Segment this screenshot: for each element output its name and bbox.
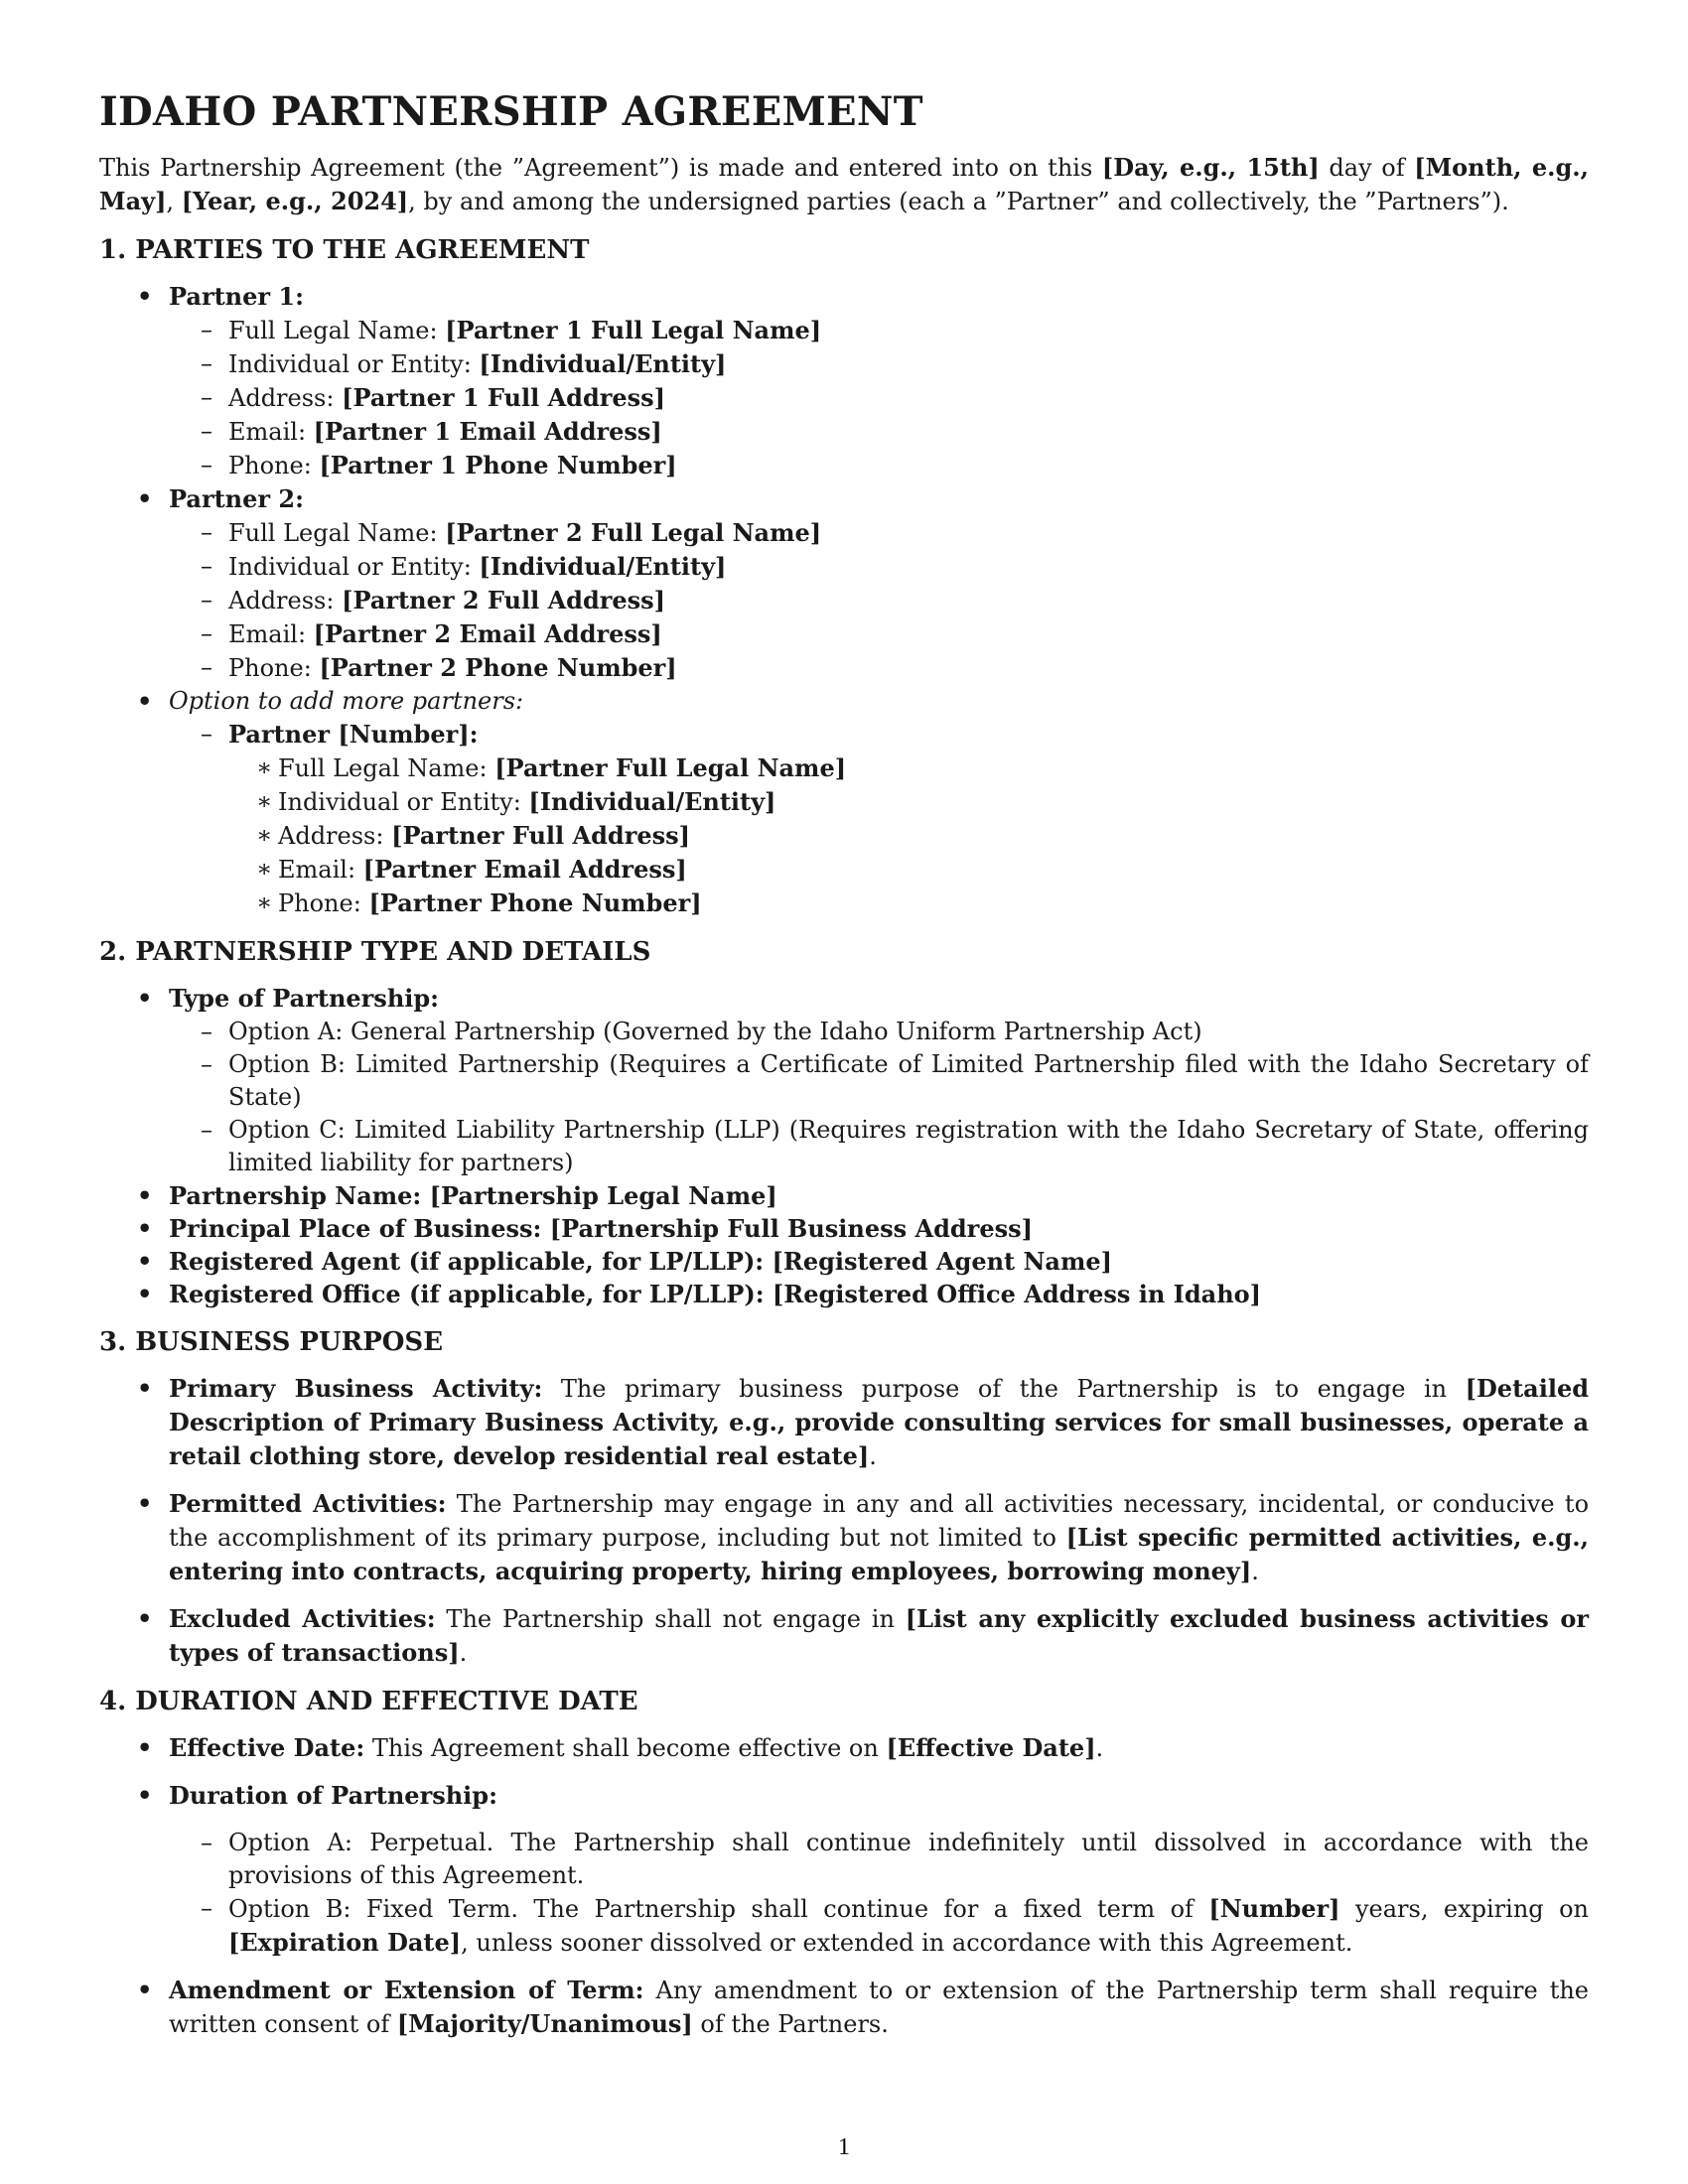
excluded-activities-item [131, 1602, 1589, 1670]
amendment-item [131, 1974, 1589, 2041]
field-value: [Partnership Legal Name] [429, 1181, 777, 1210]
field-label: Individual or Entity: [228, 553, 480, 581]
field-item [169, 449, 1589, 482]
field-item [169, 314, 1589, 347]
item-label: Excluded Activities: [169, 1604, 436, 1633]
field-value: [Partner 2 Phone Number] [319, 653, 677, 682]
field-item [169, 584, 1589, 617]
field-item [169, 381, 1589, 415]
intro-text: day of [1319, 154, 1415, 182]
partner-2-label: Partner 2: [169, 484, 304, 513]
option-item: – Option C: Limited Liability Partnership (LLP) (Requires registration with the Idaho Secretary of State, offering limited liability for partners) [169, 1114, 1589, 1179]
day-placeholder: [Day, e.g., 15th] [1101, 153, 1320, 182]
field-label: Full Legal Name: [278, 754, 495, 782]
section-1-title: 1. PARTIES TO THE AGREEMENT [99, 235, 590, 265]
expiration-date-placeholder: [Expiration Date] [228, 1928, 462, 1957]
business-purpose-list [131, 1372, 1589, 1670]
item-placeholder: [Detailed Description of Primary Business Activity, e.g., provide consulting services for small businesses, operate a retail clothing store, develop residential real estate] [169, 1374, 1589, 1470]
field-value: [Partner 1 Email Address] [313, 417, 662, 446]
field-value: [Partner 2 Email Address] [313, 619, 662, 648]
item-text: The primary business purpose of the Partnership is to engage in [542, 1375, 1466, 1403]
additional-partner-item [169, 718, 1589, 920]
partner-2-fields [169, 516, 1589, 685]
field-value: [Partner 1 Full Legal Name] [445, 316, 822, 344]
field-item [169, 516, 1589, 550]
field-value: [Partner 2 Full Legal Name] [445, 518, 822, 547]
field-value: [Individual/Entity] [479, 552, 727, 581]
duration-list [131, 1731, 1589, 2041]
field-value: [Individual/Entity] [479, 349, 727, 378]
document-title: IDAHO PARTNERSHIP AGREEMENT [99, 88, 923, 135]
item-text: . [869, 1442, 877, 1470]
field-label: Address: [228, 587, 343, 614]
field-value: [Partner 1 Phone Number] [319, 451, 677, 479]
type-item [131, 982, 1589, 1179]
field-label: Registered Office (if applicable, for LP/LLP): [169, 1280, 773, 1308]
registered-office-item [131, 1278, 1589, 1310]
page-number: 1 [838, 2134, 850, 2160]
item-label: Permitted Activities: [169, 1489, 447, 1518]
additional-partner-label: Partner [Number]: [228, 720, 479, 749]
intro-text: This Partnership Agreement (the ”Agreement”) is made and entered into on this [99, 154, 1102, 182]
item-text: , unless sooner dissolved or extended in accordance with this Agreement. [461, 1929, 1353, 1957]
intro-text: , by and among the undersigned parties (each a ”Partner” and collectively, the ”Partners”). [408, 188, 1509, 215]
field-label: Phone: [278, 889, 369, 917]
option-b-item [169, 1892, 1589, 1960]
option-item: – Option A: General Partnership (Governed by the Idaho Uniform Partnership Act) [169, 1016, 1589, 1048]
field-value: [Registered Office Address in Idaho] [772, 1280, 1262, 1308]
field-label: Principal Place of Business: [169, 1214, 550, 1243]
item-placeholder: [List any explicitly excluded business activities or types of transactions] [169, 1604, 1590, 1667]
item-text: . [1251, 1558, 1259, 1585]
item-text: Any amendment to or extension of the Partnership term shall require the written consent of [169, 1977, 1589, 2038]
partner-2-item [131, 482, 1589, 685]
item-label: Primary Business Activity: [169, 1374, 543, 1403]
number-placeholder: [Number] [1208, 1894, 1340, 1923]
field-value: [Partner Full Legal Name] [494, 753, 847, 782]
field-item [169, 550, 1589, 584]
type-label: Type of Partnership: [169, 984, 440, 1013]
partnership-details-list [131, 982, 1589, 1310]
field-label: Address: [228, 384, 343, 412]
item-text: . [459, 1639, 468, 1667]
type-options [169, 1016, 1589, 1179]
item-text: . [1095, 1734, 1104, 1762]
field-item [169, 819, 1589, 853]
effective-date-item [131, 1731, 1589, 1765]
year-placeholder: [Year, e.g., 2024] [181, 187, 409, 215]
intro-text: , [166, 188, 182, 215]
item-label: Amendment or Extension of Term: [169, 1976, 644, 2004]
option-item: – Option B: Limited Partnership (Requires a Certificate of Limited Partnership filed with the Idaho Secretary of State) [169, 1048, 1589, 1114]
field-item [169, 347, 1589, 381]
option-a-item: – Option A: Perpetual. The Partnership shall continue indefinitely until dissolved in accordance with the provisions of this Agreement. [169, 1827, 1589, 1892]
field-item [169, 853, 1589, 887]
field-item [169, 415, 1589, 449]
item-label: Effective Date: [169, 1733, 365, 1762]
more-partners-item [131, 685, 1589, 920]
field-label: Registered Agent (if applicable, for LP/LLP): [169, 1247, 773, 1276]
parties-list [131, 280, 1589, 920]
item-placeholder: [Effective Date] [886, 1733, 1096, 1762]
month-placeholder: [Month, e.g., May] [99, 153, 1589, 215]
duration-item [131, 1779, 1589, 1960]
field-label: Address: [278, 822, 392, 850]
principal-place-item [131, 1212, 1589, 1245]
item-placeholder: [Majority/Unanimous] [396, 2009, 693, 2038]
duration-label: Duration of Partnership: [169, 1781, 497, 1810]
field-item [169, 785, 1589, 819]
section-2-title: 2. PARTNERSHIP TYPE AND DETAILS [99, 937, 651, 967]
partner-1-label: Partner 1: [169, 282, 304, 311]
section-4-title: 4. DURATION AND EFFECTIVE DATE [99, 1687, 638, 1716]
field-item [169, 751, 1589, 785]
field-value: [Partner Email Address] [362, 855, 687, 884]
item-placeholder: [List specific permitted activities, e.g., entering into contracts, acquiring property, hiring employees, borrowing money] [169, 1523, 1589, 1585]
field-value: [Partner 2 Full Address] [342, 586, 666, 614]
field-label: Partnership Name: [169, 1181, 430, 1210]
field-item [169, 887, 1589, 920]
field-label: Email: [228, 620, 314, 648]
field-label: Email: [228, 418, 314, 446]
field-value: [Registered Agent Name] [772, 1247, 1112, 1276]
field-value: [Partnership Full Business Address] [549, 1214, 1033, 1243]
section-3-title: 3. BUSINESS PURPOSE [99, 1327, 444, 1357]
field-label: Email: [278, 856, 363, 884]
item-text: The Partnership shall not engage in [435, 1605, 906, 1633]
partnership-name-item [131, 1179, 1589, 1212]
duration-options [169, 1827, 1589, 1960]
registered-agent-item [131, 1245, 1589, 1278]
additional-partner-fields [169, 751, 1589, 920]
item-text: of the Partners. [692, 2010, 889, 2038]
field-label: Full Legal Name: [228, 317, 446, 344]
field-label: Phone: [228, 654, 320, 682]
field-value: [Individual/Entity] [528, 787, 776, 816]
additional-partner-list [169, 718, 1589, 920]
item-text: years, expiring on [1339, 1895, 1589, 1923]
field-label: Phone: [228, 452, 320, 479]
partner-1-fields [169, 314, 1589, 482]
primary-activity-item [131, 1372, 1589, 1473]
field-label: Full Legal Name: [228, 519, 446, 547]
field-value: [Partner 1 Full Address] [342, 383, 666, 412]
permitted-activities-item [131, 1487, 1589, 1588]
item-text: The Partnership may engage in any and all activities necessary, incidental, or conducive to the accomplishment of its primary purpose, including but not limited to [169, 1490, 1590, 1552]
field-value: [Partner Phone Number] [368, 888, 702, 917]
intro-paragraph [99, 151, 1589, 218]
more-partners-label: Option to add more partners: [169, 687, 524, 715]
field-item [169, 651, 1589, 685]
field-label: Individual or Entity: [228, 350, 480, 378]
field-value: [Partner Full Address] [391, 821, 690, 850]
partner-1-item [131, 280, 1589, 482]
item-text: This Agreement shall become effective on [364, 1734, 887, 1762]
field-item [169, 617, 1589, 651]
item-text: Option B: Fixed Term. The Partnership shall continue for a fixed term of [228, 1895, 1209, 1923]
field-label: Individual or Entity: [278, 788, 529, 816]
